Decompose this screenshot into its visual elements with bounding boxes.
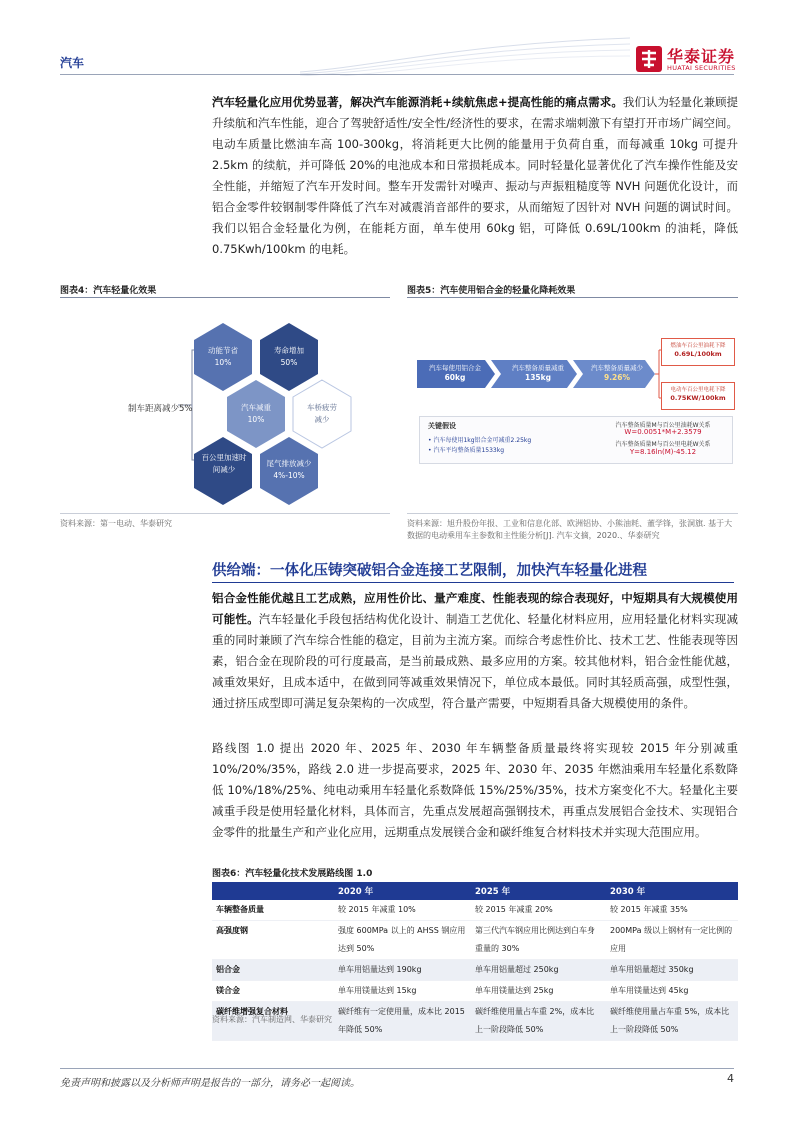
flow-step-3-text: 汽车整备质量减少 9.26% xyxy=(591,364,643,382)
table-cell: 单车用镁量达到 45kg xyxy=(606,981,738,1002)
footer-disclaimer: 免责声明和披露以及分析师声明是报告的一部分，请务必一起阅读。 xyxy=(60,1078,360,1089)
intro-body: 我们认为轻量化兼顾提升续航和汽车性能，迎合了驾驶舒适性/安全性/经济性的要求，在需求端刺激下有望打开市场广阔空间。电动车质量比燃油车高 100-300kg，将消耗更大比例的能量用于负荷自重，而每减重 10kg 可提升 2.5km 的续航，并可降低 20%的电池成本和日常损耗成本。同时轻量化显著优化了汽车操作性能及安全性能，并缩短了汽车开发时间。整车开发需针对噪声、振动与声振粗糙度等 NVH 问题优化设计，而铝合金零件较钢制零件降低了汽车对减震消音部件的要求，从而缩短了因针对 NVH 问题的调试时间。我们以铝合金轻量化为例，在能耗方面，单车使用 60kg 铝，可降低 0.69L/100km 的油耗，降低 0.75Kwh/100km 的电耗。 xyxy=(212,95,738,256)
table-row-head: 铝合金 xyxy=(212,960,334,981)
footer-divider xyxy=(60,1068,734,1069)
table-header-cell: 2020 年 xyxy=(334,882,471,900)
hex-axle-label: 车桥疲劳 减少 xyxy=(307,403,337,424)
fuel-formula-label: 汽车整备质量M与百公里油耗W关系 xyxy=(615,422,711,429)
table-row-head: 镁合金 xyxy=(212,981,334,1002)
flow-step-1-text: 汽车每使用铝合金 60kg xyxy=(429,364,481,382)
intro-bold-lead: 汽车轻量化应用优势显著，解决汽车能源消耗+续航焦虑+提高性能的痛点需求。 xyxy=(212,95,623,109)
braking-distance-note: 制车距离减少5% xyxy=(128,404,193,414)
section-heading-rule xyxy=(212,582,734,583)
fig5-title-rule xyxy=(407,297,738,298)
table-row xyxy=(212,900,738,921)
table-cell: 较 2015 年减重 20% xyxy=(471,900,606,921)
roadmap-paragraph xyxy=(212,738,738,843)
fig6-title: 图表6：汽车轻量化技术发展路线图 1.0 xyxy=(212,869,373,879)
table-header-row xyxy=(212,882,738,900)
assumption-item: • 汽车每使用1kg铝合金可减重2.25kg xyxy=(428,437,532,444)
table-header-cell xyxy=(212,882,334,900)
power-formula-label: 汽车整备质量M与百公里电耗W关系 xyxy=(615,441,711,448)
table-cell: 单车用铝量超过 250kg xyxy=(471,960,606,981)
supply-body: 汽车轻量化手段包括结构优化设计、制造工艺优化、轻量化材料应用，应用轻量化材料实现减重的同时兼顾了汽车综合性能的稳定，目前为主流方案。而综合考虑性价比、技术工艺、性能表现等因素，铝合金在现阶段的可行度最高，是当前最成熟、最多应用的方案。较其他材料，铝合金性能优越，减重效果好，且成本适中，在做到同等减重效果情况下，单位成本最低。同时其轻质高强，成型性强，通过挤压成型即可满足复杂架构的一次成型，符合量产需要，中短期看具备大规模使用的条件。 xyxy=(212,612,739,710)
hex-lifespan-label: 寿命增加 50% xyxy=(274,346,304,367)
table-cell: 单车用镁量达到 15kg xyxy=(334,981,471,1002)
fig4-title-rule xyxy=(60,297,390,298)
table-cell: 碳纤维使用量占车重 5%，成本比上一阶段降低 50% xyxy=(606,1002,738,1041)
huatai-logo xyxy=(636,44,746,78)
fig5-flow-diagram xyxy=(407,330,737,470)
table-cell: 单车用铝量达到 190kg xyxy=(334,960,471,981)
hex-weight-label: 汽车减重 10% xyxy=(241,403,271,424)
fig5-bottom-rule xyxy=(407,513,738,514)
fuel-formula: W=0.0051*M+2.3579 xyxy=(624,428,702,436)
report-category-tag: 汽车 xyxy=(60,56,85,70)
section-heading: 供给端：一体化压铸突破铝合金连接工艺限制，加快汽车轻量化进程 xyxy=(212,563,647,579)
hex-emission-label: 尾气排放减少 4%-10% xyxy=(266,459,312,480)
logo-chinese-name: 华泰证券 xyxy=(667,47,736,66)
table-row xyxy=(212,981,738,1002)
fig4-source: 资料来源：第一电动、华泰研究 xyxy=(60,519,172,528)
table-cell: 第三代汽车钢应用比例达到白车身重量的 30% xyxy=(471,921,606,960)
fig6-source: 资料来源：汽车制造网、华泰研究 xyxy=(212,1015,332,1024)
huatai-logo-icon xyxy=(636,46,662,72)
flow-step-2-text: 汽车整备质量减重 135kg xyxy=(512,364,564,382)
roadmap-body: 路线图 1.0 提出 2020 年、2025 年、2030 年车辆整备质量最终将实现较 2015 年分别减重 10%/20%/35%，路线 2.0 进一步提高要求，2025 年、2030 年、2035 年燃油乘用车轻量化系数降低 10%/18%/25%、纯电动乘用车轻量化系数降低 15%/25%/35%，技术方案变化不大。轻量化主要减重手段是使用轻量化材料，具体而言，先重点发展超高强钢技术，再重点发展铝合金技术、实现铝合金零件的批量生产和产业化应用，远期重点发展镁合金和碳纤维复合材料技术并实现大范围应用。 xyxy=(212,741,738,839)
fig4-hex-diagram xyxy=(60,300,390,510)
header-wave-decoration xyxy=(300,36,630,76)
supply-paragraph xyxy=(212,588,738,714)
power-consumption-result: 电动车百公里电耗下降 0.75KW/100km xyxy=(661,382,735,410)
table-header-cell: 2030 年 xyxy=(606,882,738,900)
power-formula: Y=8.16ln(M)-45.12 xyxy=(629,448,697,456)
fig5-source: 资料来源：旭升股份年报、工业和信息化部、欧洲铝协、小熊油耗、董学锋，张洞旗. 基于大数据的电动乘用车主参数和主性能分析[J]. 汽车文摘，2020.、华泰研究 xyxy=(407,519,733,540)
table-header-cell: 2025 年 xyxy=(471,882,606,900)
hex-acceleration-label: 百公里加速时间减少 xyxy=(201,453,247,474)
header-divider xyxy=(60,74,734,75)
assumption-item: • 汽车平均整备质量1533kg xyxy=(428,447,505,454)
table-row xyxy=(212,960,738,981)
fuel-consumption-result: 燃油车百公里油耗下降 0.69L/100km xyxy=(661,338,735,366)
logo-english-name: HUATAI SECURITIES xyxy=(667,64,736,72)
table-row-head: 车辆整备质量 xyxy=(212,900,334,921)
table-row-head: 高强度钢 xyxy=(212,921,334,960)
table-cell: 较 2015 年减重 10% xyxy=(334,900,471,921)
table-cell: 较 2015 年减重 35% xyxy=(606,900,738,921)
table-cell: 碳纤维使用量占车重 2%，成本比上一阶段降低 50% xyxy=(471,1002,606,1041)
fig4-title: 图表4：汽车轻量化效果 xyxy=(60,286,157,296)
assumptions-title: 关键假设 xyxy=(428,422,456,430)
table-cell: 单车用铝量超过 350kg xyxy=(606,960,738,981)
table-cell: 单车用镁量达到 25kg xyxy=(471,981,606,1002)
table-row xyxy=(212,921,738,960)
table-row-head: 碳纤维增强复合材料 xyxy=(212,1002,334,1041)
hex-energy-saving-label: 动能节省 10% xyxy=(208,346,238,367)
fig5-title: 图表5：汽车使用铝合金的轻量化降耗效果 xyxy=(407,286,576,296)
page-number: 4 xyxy=(727,1072,734,1085)
key-assumptions-box xyxy=(419,416,733,464)
table-cell: 200MPa 级以上钢材有一定比例的应用 xyxy=(606,921,738,960)
fig4-bottom-rule xyxy=(60,513,390,514)
table-cell: 碳纤维有一定使用量，成本比 2015 年降低 50% xyxy=(334,1002,471,1041)
table-cell: 强度 600MPa 以上的 AHSS 钢应用达到 50% xyxy=(334,921,471,960)
supply-bold-lead: 铝合金性能优越且工艺成熟，应用性价比、量产难度、性能表现的综合表现好，中短期具有大规模使用可能性。 xyxy=(212,591,738,626)
intro-paragraph xyxy=(212,92,738,260)
